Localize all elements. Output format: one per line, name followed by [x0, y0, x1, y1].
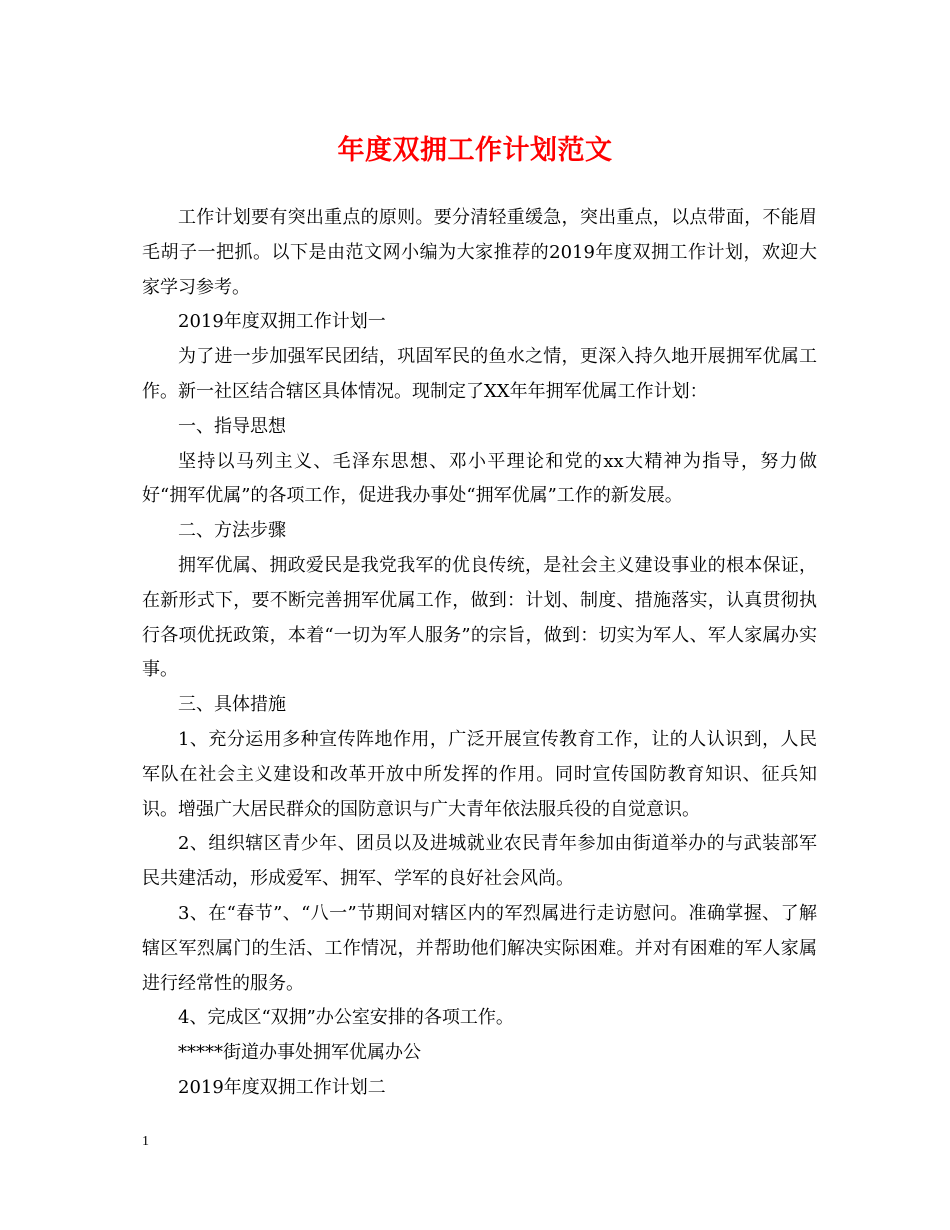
plan-one-intro-paragraph: 为了进一步加强军民团结，巩固军民的鱼水之情，更深入持久地开展拥军优属工作。新一社区结合辖区具体情况。现制定了XX年年拥军优属工作计划： [142, 346, 817, 402]
document-title: 年度双拥工作计划范文 [337, 135, 613, 166]
intro-paragraph: 工作计划要有突出重点的原则。要分清轻重缓急，突出重点，以点带面，不能眉毛胡子一把抓。以下是由范文网小编为大家推荐的2019年度双拥工作计划，欢迎大家学习参考。 [142, 207, 817, 298]
methods-paragraph: 拥军优属、拥政爱民是我党我军的优良传统，是社会主义建设事业的根本保证，在新形式下，要不断完善拥军优属工作，做到：计划、制度、措施落实，认真贯彻执行各项优抚政策，本着“一切为军人服务”的宗旨，做到：切实为军人、军人家属办实事。 [142, 554, 817, 681]
section-heading-measures: 三、具体措施 [178, 694, 286, 716]
plan-two-heading: 2019年度双拥工作计划二 [178, 1076, 386, 1098]
measure-item-4: 4、完成区“双拥”办公室安排的各项工作。 [178, 1007, 514, 1029]
guiding-thought-paragraph: 坚持以马列主义、毛泽东思想、邓小平理论和党的xx大精神为指导，努力做好“拥军优属”的各项工作，促进我办事处“拥军优属”工作的新发展。 [142, 450, 817, 507]
section-heading-guiding-thought: 一、指导思想 [178, 415, 286, 437]
document-body [142, 201, 817, 1106]
signature-line: *****街道办事处拥军优属办公 [178, 1042, 421, 1064]
section-heading-methods: 二、方法步骤 [178, 520, 286, 542]
measure-item-3: 3、在“春节”、“八一”节期间对辖区内的军烈属进行走访慰问。准确掌握、了解辖区军烈属门的生活、工作情况，并帮助他们解决实际困难。并对有困难的军人家属进行经常性的服务。 [142, 902, 817, 994]
measure-item-2: 2、组织辖区青少年、团员以及进城就业农民青年参加由街道举办的与武装部军民共建活动，形成爱军、拥军、学军的良好社会风尚。 [142, 833, 817, 890]
measure-item-1: 1、充分运用多种宣传阵地作用，广泛开展宣传教育工作，让的人认识到，人民军队在社会主义建设和改革开放中所发挥的作用。同时宣传国防教育知识、征兵知识。增强广大居民群众的国防意识与广大青年依法服兵役的自觉意识。 [142, 728, 817, 820]
page-number: 1 [142, 1134, 149, 1149]
plan-one-heading: 2019年度双拥工作计划一 [178, 311, 386, 333]
